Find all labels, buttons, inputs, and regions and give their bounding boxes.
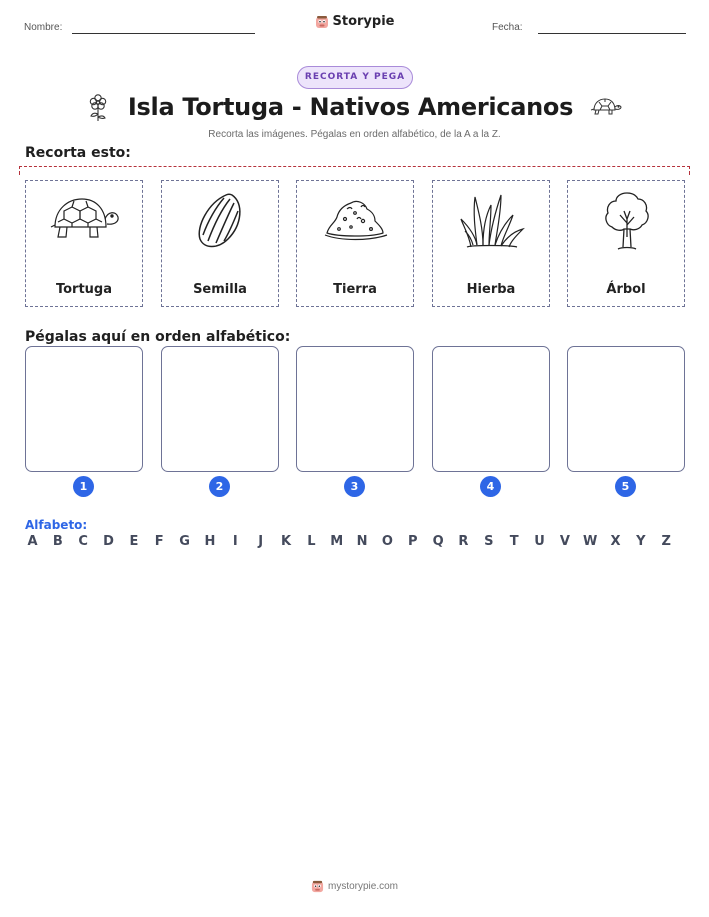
card-label: Tortuga	[55, 282, 113, 297]
slot-number-badge: 3	[344, 476, 365, 497]
alphabet-letter: J	[258, 534, 264, 549]
card-label: Hierba	[466, 282, 516, 297]
alphabet-letter: H	[204, 534, 216, 549]
soil-icon	[321, 189, 391, 249]
activity-tag: RECORTA Y PEGA	[297, 66, 413, 89]
cut-line-right	[689, 166, 690, 174]
alphabet-letter: Z	[661, 534, 671, 549]
storypie-logo-icon	[315, 15, 329, 29]
slot-number-badge: 2	[209, 476, 230, 497]
alphabet-letter: P	[407, 534, 418, 549]
footer	[0, 880, 709, 898]
alphabet-letter: D	[103, 534, 114, 549]
name-label: Nombre:	[24, 22, 63, 33]
cut-card-hierba[interactable]	[432, 180, 550, 307]
alphabet-letter: R	[458, 534, 469, 549]
paste-slot-1[interactable]	[25, 346, 143, 472]
cut-line	[19, 166, 690, 175]
card-label: Tierra	[333, 282, 377, 297]
alphabet-letter: M	[330, 534, 344, 549]
alphabet-letter: S	[484, 534, 494, 549]
alphabet-letter: Q	[432, 534, 444, 549]
cut-card-arbol[interactable]	[567, 180, 685, 307]
cut-heading: Recorta esto:	[25, 145, 131, 161]
turtle-icon	[50, 189, 120, 249]
alphabet-letter: W	[583, 534, 598, 549]
alphabet-letter: I	[232, 534, 238, 549]
paste-slot-4[interactable]	[432, 346, 550, 472]
alphabet-letter: F	[154, 534, 164, 549]
storypie-logo-icon	[311, 880, 324, 893]
alphabet-letter: L	[307, 534, 316, 549]
paste-slot-3[interactable]	[296, 346, 414, 472]
alphabet-letter: C	[78, 534, 88, 549]
paste-slot-5[interactable]	[567, 346, 685, 472]
cut-card-tierra[interactable]	[296, 180, 414, 307]
seed-icon	[186, 189, 256, 251]
card-label: Árbol	[606, 282, 646, 297]
slot-number-badge: 1	[73, 476, 94, 497]
footer-site: mystorypie.com	[327, 881, 398, 892]
alphabet-letter: A	[27, 534, 38, 549]
alphabet-letter: K	[280, 534, 292, 549]
paste-slot-2[interactable]	[161, 346, 279, 472]
alphabet-label: Alfabeto:	[25, 518, 88, 532]
date-label: Fecha:	[492, 22, 523, 33]
alphabet-letter: U	[534, 534, 545, 549]
instructions: Recorta las imágenes. Pégalas en orden alfabético, de la A a la Z.	[208, 129, 501, 140]
alphabet-row	[25, 534, 684, 552]
tree-icon	[592, 189, 662, 253]
slot-number-badge: 5	[615, 476, 636, 497]
flower-icon	[87, 92, 109, 122]
turtle-icon	[590, 97, 622, 117]
cut-card-tortuga[interactable]	[25, 180, 143, 307]
slot-number-badge: 4	[480, 476, 501, 497]
grass-icon	[457, 189, 527, 251]
cut-line-left	[19, 166, 20, 174]
alphabet-letter: O	[381, 534, 393, 549]
alphabet-letter: V	[559, 534, 570, 549]
brand-name: Storypie	[332, 14, 395, 29]
page-title: Isla Tortuga - Nativos Americanos	[127, 93, 574, 121]
cut-card-semilla[interactable]	[161, 180, 279, 307]
card-label: Semilla	[193, 282, 247, 297]
alphabet-letter: X	[610, 534, 621, 549]
alphabet-letter: E	[129, 534, 139, 549]
worksheet-header	[0, 14, 709, 44]
alphabet-letter: T	[509, 534, 519, 549]
alphabet-letter: B	[52, 534, 63, 549]
paste-heading: Pégalas aquí en orden alfabético:	[25, 329, 291, 345]
date-line[interactable]	[538, 33, 686, 34]
brand	[0, 14, 709, 34]
alphabet-letter: Y	[636, 534, 646, 549]
alphabet-letter: N	[356, 534, 368, 549]
alphabet-letter: G	[179, 534, 190, 549]
title-row	[0, 92, 709, 124]
